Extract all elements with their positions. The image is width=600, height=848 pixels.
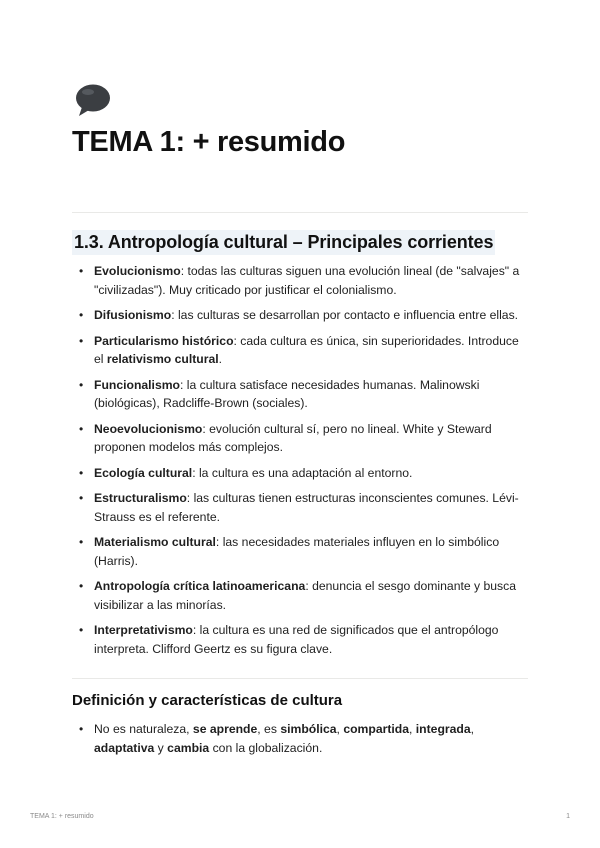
- item-text: : la cultura satisface necesidades humanas. Malinowski (biológicas), Radcliffe-Brown (sociales).: [94, 377, 480, 410]
- item-text: : las culturas se desarrollan por contacto e influencia entre ellas.: [171, 308, 519, 322]
- list-item: [72, 464, 528, 483]
- item-text: : denuncia el sesgo dominante y busca visibilizar a las minorías.: [94, 579, 517, 612]
- section-heading-cultura: Definición y características de cultura: [72, 692, 343, 709]
- divider: [72, 212, 528, 213]
- list-item: [72, 621, 528, 658]
- item-text: : evolución cultural sí, pero no lineal. White y Steward proponen modelos más complejos.: [94, 421, 492, 454]
- item-text: .: [218, 352, 223, 366]
- item-term: relativismo cultural: [106, 352, 219, 366]
- list-item: [72, 376, 528, 413]
- list-item: [72, 577, 528, 614]
- footer-page-number: 1: [566, 813, 570, 820]
- list-item: [72, 533, 528, 570]
- item-term: Difusionismo: [94, 308, 172, 322]
- list-item: [72, 306, 528, 325]
- item-term: Materialismo cultural: [94, 535, 216, 549]
- divider: [72, 678, 528, 679]
- item-term: Estructuralismo: [94, 491, 187, 505]
- item-text: : la cultura es una red de significados que el antropólogo interpreta. Clifford Geertz es su figura clave.: [94, 623, 499, 656]
- page-title: TEMA 1: + resumido: [72, 126, 346, 158]
- cultura-list: [72, 720, 528, 757]
- item-term: Interpretativismo: [94, 623, 193, 637]
- item-text: : las necesidades materiales influyen en lo simbólico (Harris).: [94, 535, 500, 568]
- item-term: Ecología cultural: [94, 465, 193, 480]
- footer-title: TEMA 1: + resumido: [30, 813, 94, 820]
- item-text: : las culturas tienen estructuras inconscientes comunes. Lévi-Strauss es el referente.: [94, 491, 519, 524]
- list-item: [72, 420, 528, 457]
- list-item: • No es naturaleza, se aprende, es simbólica, compartida, integrada, adaptativa y cambia con la globalización.: [72, 720, 528, 757]
- item-text: : la cultura es una adaptación al entorno.: [192, 465, 413, 480]
- item-text: : cada cultura es única, sin superioridades. Introduce el: [94, 333, 519, 366]
- list-item: [72, 262, 528, 299]
- list-item: [72, 332, 528, 369]
- item-term: Funcionalismo: [94, 377, 180, 392]
- corrientes-list: [72, 262, 528, 658]
- section-heading-corrientes: 1.3. Antropología cultural – Principales corrientes: [72, 230, 495, 255]
- item-text: : todas las culturas siguen una evolución lineal (de "salvajes" a "civilizadas"). Muy criticado por justificar el colonialismo.: [94, 264, 520, 297]
- item-term: Antropología crítica latinoamericana: [94, 579, 306, 593]
- speech-bubble-icon: [73, 82, 113, 118]
- item-term: Particularismo histórico: [94, 333, 234, 348]
- item-term: Evolucionismo: [94, 264, 181, 278]
- item-term: Neoevolucionismo: [94, 421, 203, 436]
- list-item: [72, 489, 528, 526]
